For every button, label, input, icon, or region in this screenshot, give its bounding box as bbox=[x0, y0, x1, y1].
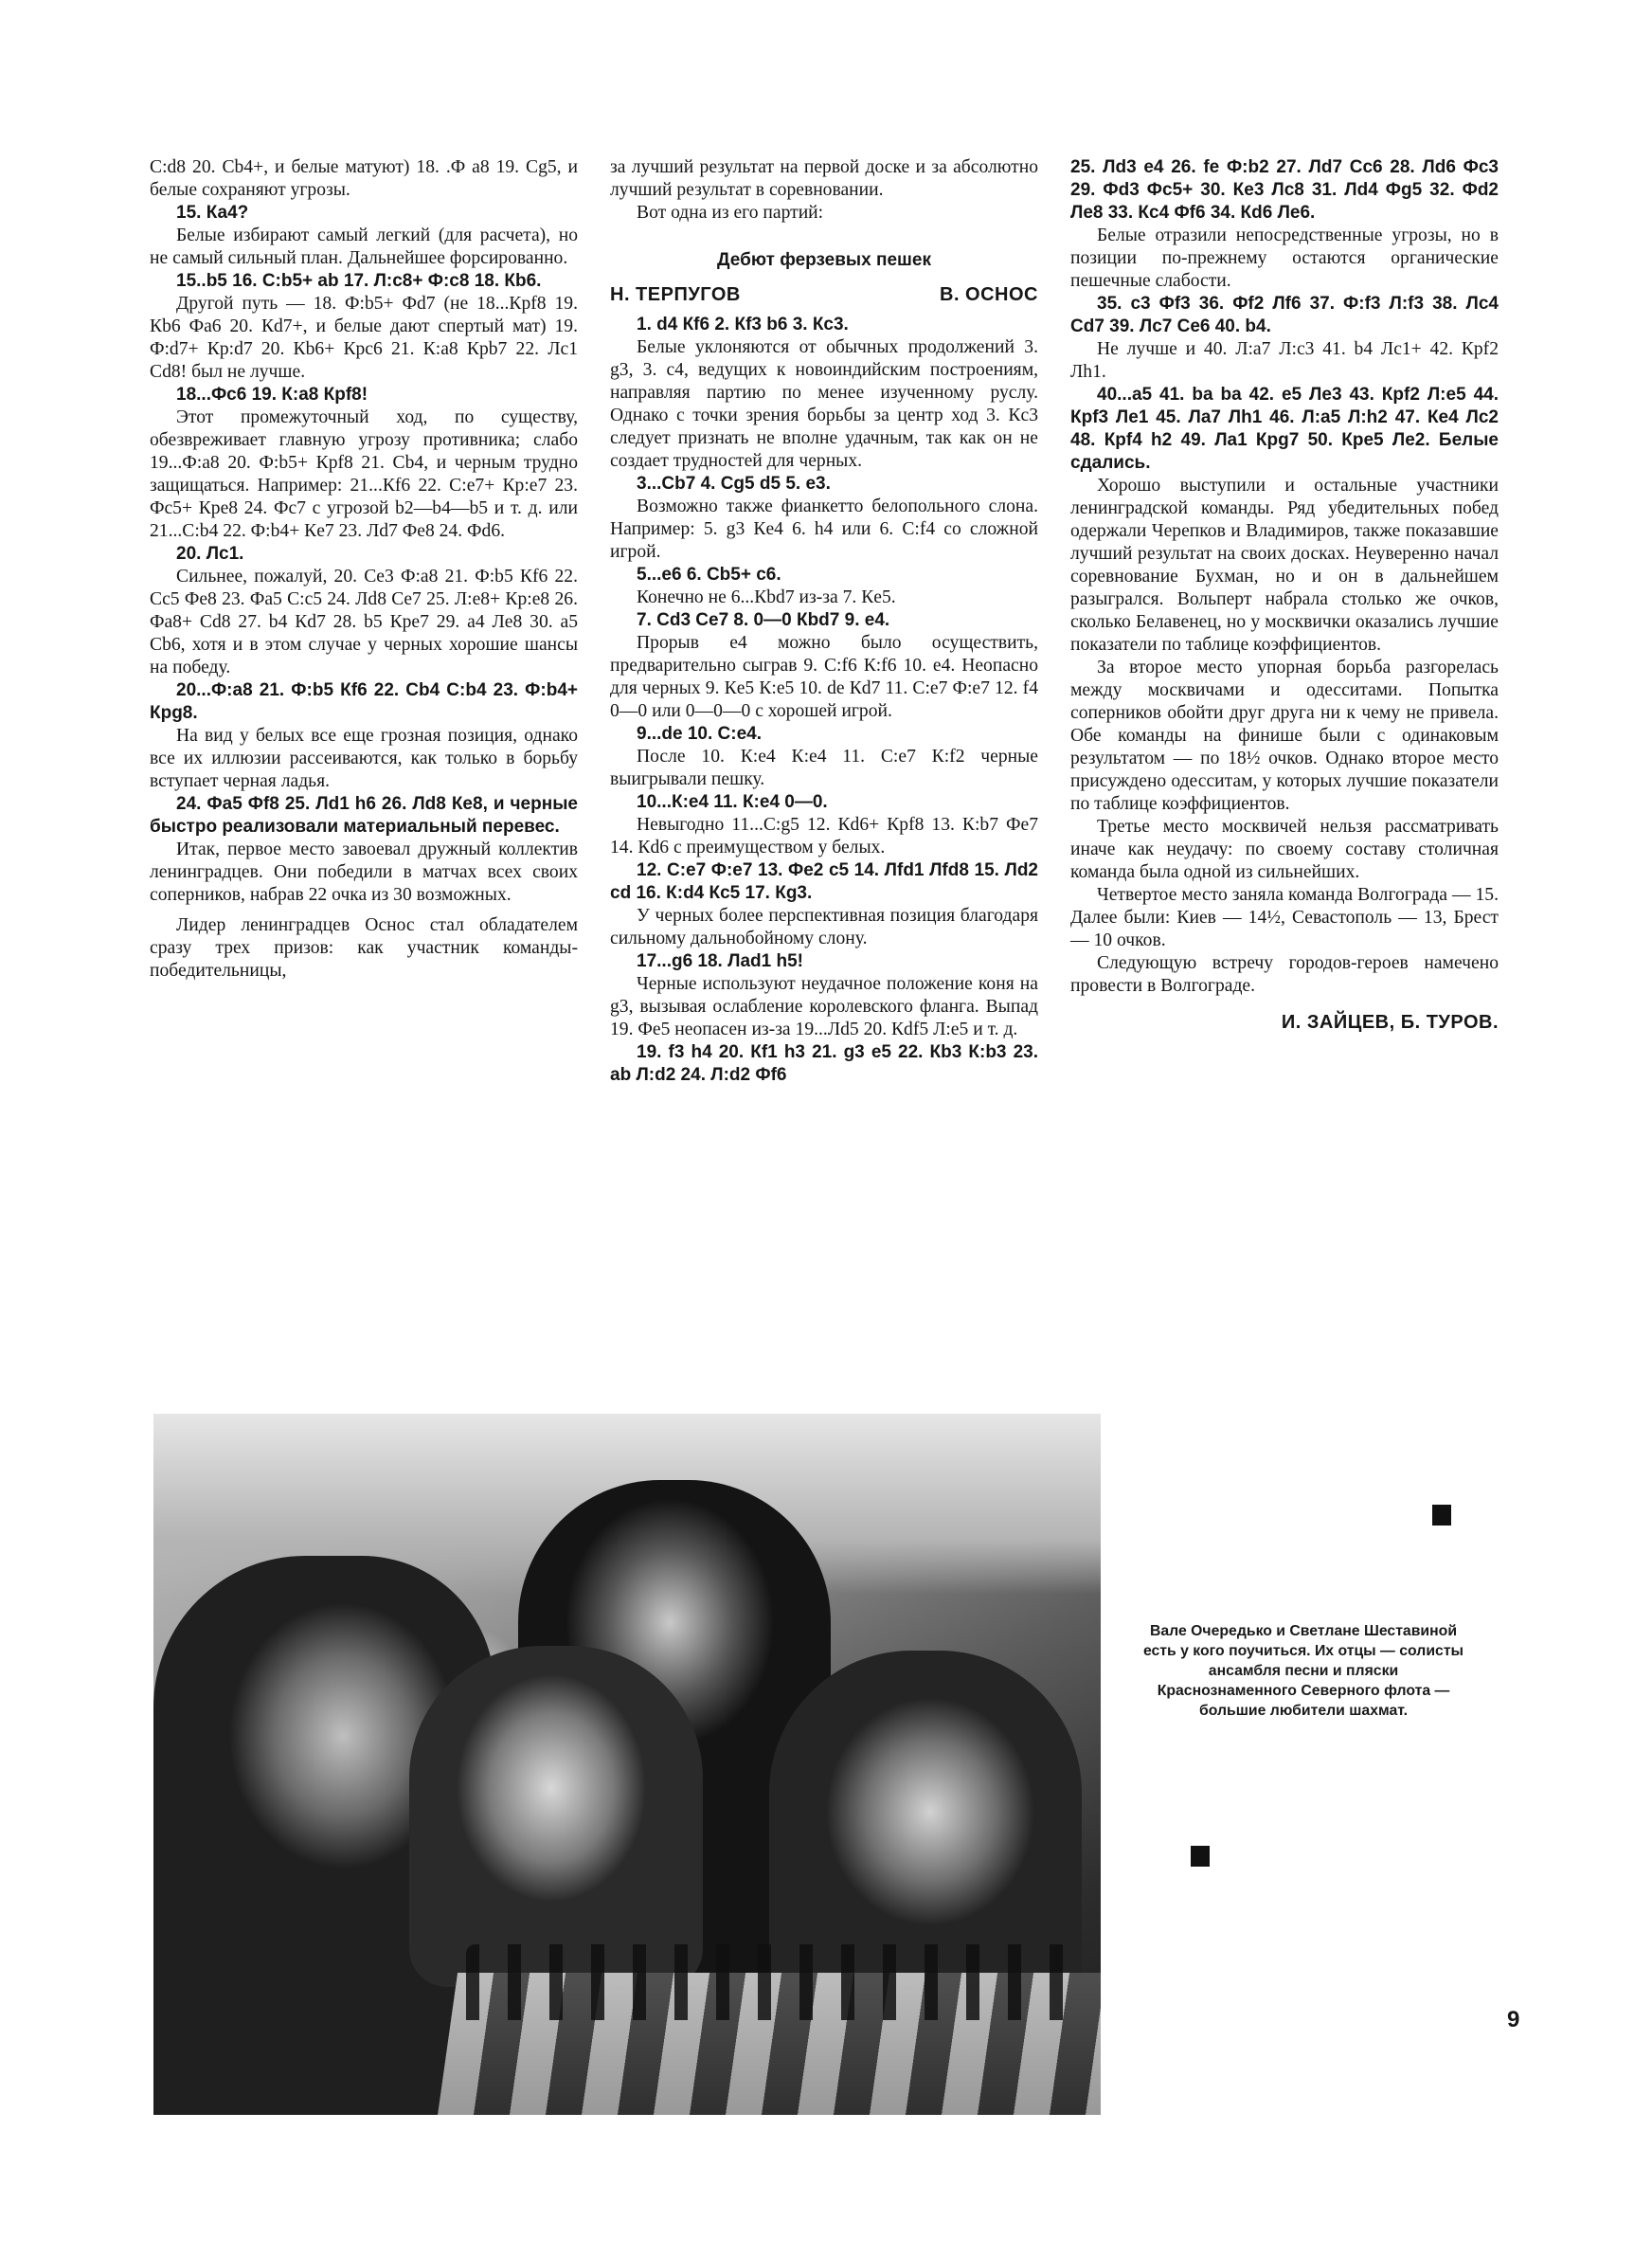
paragraph: Хорошо выступили и остальные участники ленинградской команды. Ряд убедительных побед одержали Черепков и Владимиров, также показавшие лучший результат на своих досках. Неуверенно начал соревнование Бухман, но и он в дальнейшем разыгрался. Вольперт набрала столько же очков, сколько Белавенец, но у москвички оказались лучшие показатели по таблице коэффициентов. bbox=[1070, 476, 1499, 655]
paragraph: Итак, первое место завоевал дружный коллектив ленинградцев. Они победили в матчах всех своих соперников, набрав 22 очка из 30 возможных. bbox=[150, 840, 578, 905]
paragraph: Сильнее, пожалуй, 20. Ce3 Ф:a8 21. Ф:b5 Кf6 22. Cc5 Фe8 23. Фa5 C:c5 24. Лd8 Ce7 25. Л:e8+ Кр:e8 26. Фa8+ Cd8 27. b4 Кd7 28. b5 Крe7 29. a4 Лe8 30. a5 Cb6, хотя и в этом случае у черных хорошие шансы на победу. bbox=[150, 567, 578, 677]
paragraph: Четвертое место заняла команда Волгограда — 15. Далее были: Киев — 14½, Севастополь — 13, Брест — 10 очков. bbox=[1070, 885, 1499, 950]
square-marker-icon bbox=[1432, 1505, 1451, 1526]
paragraph: Возможно также фианкетто белопольного слона. Например: 5. g3 Кe4 6. h4 или 6. C:f4 со сложной игрой. bbox=[610, 497, 1038, 562]
authors-signature: И. ЗАЙЦЕВ, Б. ТУРОВ. bbox=[1281, 1012, 1499, 1033]
move-line: 19. f3 h4 20. Кf1 h3 21. g3 e5 22. Кb3 К:b3 23. ab Л:d2 24. Л:d2 Фf6 bbox=[610, 1042, 1038, 1085]
move-line: 24. Фa5 Фf8 25. Лd1 h6 26. Лd8 Кe8, и черные быстро реализовали материальный перевес. bbox=[150, 794, 578, 837]
move-line: 18...Фc6 19. К:a8 Крf8! bbox=[176, 385, 368, 405]
paragraph: C:d8 20. Cb4+, и белые матуют) 18. .Ф a8 19. Cg5, и белые сохраняют угрозы. bbox=[150, 157, 578, 200]
opening-heading: Дебют ферзевых пешек bbox=[717, 250, 931, 270]
paragraph: Не лучше и 40. Л:a7 Л:c3 41. b4 Лc1+ 42. Крf2 Лh1. bbox=[1070, 339, 1499, 382]
paragraph: После 10. К:e4 К:e4 11. C:e7 К:f2 черные выигрывали пешку. bbox=[610, 747, 1038, 789]
paragraph: Следующую встречу городов-героев намечено провести в Волгограде. bbox=[1070, 953, 1499, 996]
move-line: 1. d4 Кf6 2. Кf3 b6 3. Кc3. bbox=[637, 315, 849, 334]
paragraph: На вид у белых все еще грозная позиция, однако все их иллюзии рассеиваются, как только в борьбу вступает черная ладья. bbox=[150, 726, 578, 791]
photo-boy bbox=[409, 1646, 703, 1987]
paragraph: За второе место упорная борьба разгорелась между москвичами и одесситами. Попытка соперников обойти друг друга ни к чему не привела. Обе команды на финише были с одинаковым результатом — по 18½ очков. Однако второе место присуждено одесситам, у которых лучшие показатели по таблице коэффициентов. bbox=[1070, 658, 1499, 814]
move-line: 5...e6 6. Cb5+ c6. bbox=[637, 565, 781, 585]
paragraph: Лидер ленинградцев Оснос стал обладателем сразу трех призов: как участник команды-победительницы, bbox=[150, 915, 578, 981]
game-players bbox=[610, 283, 1038, 306]
move-line: 40...a5 41. ba ba 42. e5 Лe3 43. Крf2 Л:e5 44. Крf3 Лe1 45. Лa7 Лh1 46. Л:a5 Л:h2 47. Кe4 Лc2 48. Крf4 h2 49. Лa1 Крg7 50. Крe5 Лe2. Белые сдались. bbox=[1070, 385, 1499, 473]
move-line: 17...g6 18. Лad1 h5! bbox=[637, 951, 803, 971]
move-line: 25. Лd3 e4 26. fe Ф:b2 27. Лd7 Cc6 28. Лd6 Фc3 29. Фd3 Фc5+ 30. Кe3 Лc8 31. Лd4 Фg5 32. Фd2 Лe8 33. Кc4 Фf6 34. Кd6 Лe6. bbox=[1070, 157, 1499, 223]
move-line: 20...Ф:a8 21. Ф:b5 Кf6 22. Cb4 C:b4 23. Ф:b4+ Кpg8. bbox=[150, 680, 578, 723]
paragraph: Черные используют неудачное положение коня на g3, вызывая ослабление королевского фланга. Выпад 19. Фe5 неопасен из-за 19...Лd5 20. Кdf5 Л:e5 и т. д. bbox=[610, 974, 1038, 1039]
paragraph: Этот промежуточный ход, по существу, обезвреживает главную угрозу противника; слабо 19...Ф:a8 20. Ф:b5+ Крf8 21. Cb4, и черным трудно защищаться. Например: 21...Кf6 22. C:e7+ Кр:e7 23. Фc5+ Крe8 24. Фc7 с угрозой b2—b4—b5 и т. д. или 21...C:b4 22. Ф:b4+ Кe7 23. Лd7 Фe8 24. Фd6. bbox=[150, 407, 578, 541]
paragraph: У черных более перспективная позиция благодаря сильному дальнобойному слону. bbox=[610, 906, 1038, 948]
move-line: 9...de 10. C:e4. bbox=[637, 724, 763, 744]
text-column-1 bbox=[150, 156, 578, 983]
text-column-3 bbox=[1070, 156, 1499, 1034]
paragraph: Прорыв e4 можно было осуществить, предварительно сыграв 9. C:f6 К:f6 10. e4. Неопасно для черных 9. Кe5 К:e5 10. de Кd7 11. C:e7 Ф:e7 12. f4 0—0 или 0—0—0 с хорошей игрой. bbox=[610, 633, 1038, 721]
move-line: 20. Лc1. bbox=[176, 544, 244, 564]
page-number: 9 bbox=[1507, 2007, 1520, 2032]
photo-chess-pieces bbox=[466, 1944, 1072, 2020]
paragraph: за лучший результат на первой доске и за абсолютно лучший результат в соревновании. bbox=[610, 157, 1038, 200]
paragraph: Вот одна из его партий: bbox=[637, 203, 824, 223]
move-line: 15. Ка4? bbox=[176, 203, 249, 223]
move-line: 12. C:e7 Ф:e7 13. Фe2 c5 14. Лfd1 Лfd8 15. Лd2 cd 16. К:d4 Кc5 17. Кg3. bbox=[610, 860, 1038, 903]
paragraph: Белые уклоняются от обычных продолжений 3. g3, 3. c4, ведущих к новоиндийским построениям, направляя партию по менее изученному руслу. Однако с точки зрения борьбы за центр ход 3. Кc3 следует признать не вполне удачным, так как он не создает трудностей для черных. bbox=[610, 337, 1038, 471]
square-marker-icon bbox=[1191, 1846, 1210, 1867]
move-line: 7. Cd3 Ce7 8. 0—0 Кbd7 9. e4. bbox=[637, 610, 890, 630]
paragraph: Белые избирают самый легкий (для расчета), но не самый сильный план. Дальнейшее форсированно. bbox=[150, 226, 578, 268]
white-player: Н. ТЕРПУГОВ bbox=[610, 284, 741, 305]
paragraph: Конечно не 6...Кbd7 из-за 7. Кe5. bbox=[637, 587, 896, 607]
move-line: 10...К:e4 11. К:e4 0—0. bbox=[637, 792, 828, 812]
move-line: 15..b5 16. C:b5+ ab 17. Л:c8+ Ф:c8 18. Кb6. bbox=[176, 271, 542, 291]
paragraph: Невыгодно 11...C:g5 12. Кd6+ Крf8 13. К:b7 Фe7 14. Кd6 с преимуществом у белых. bbox=[610, 815, 1038, 858]
move-line: 35. c3 Фf3 36. Фf2 Лf6 37. Ф:f3 Л:f3 38. Лc4 Cd7 39. Лc7 Ce6 40. b4. bbox=[1070, 294, 1499, 336]
chess-players-photo bbox=[153, 1414, 1101, 2115]
black-player: В. ОСНОС bbox=[940, 284, 1038, 305]
move-line: 3...Cb7 4. Cg5 d5 5. e3. bbox=[637, 474, 831, 494]
paragraph: Белые отразили непосредственные угрозы, но в позиции по-прежнему остаются органические пешечные слабости. bbox=[1070, 226, 1499, 291]
paragraph: Другой путь — 18. Ф:b5+ Фd7 (не 18...Крf8 19. Кb6 Фa6 20. Кd7+, и белые дают спертый мат) 19. Ф:d7+ Кр:d7 20. Кb6+ Крc6 21. К:a8 Крb7 22. Лc1 Cd8! был не лучше. bbox=[150, 294, 578, 382]
paragraph: Третье место москвичей нельзя рассматривать иначе как неудачу: по своему составу столичная команда была одной из сильнейших. bbox=[1070, 817, 1499, 882]
text-column-2 bbox=[610, 156, 1038, 1087]
photo-caption: Вале Очередько и Светлане Шеставиной есть у кого поучиться. Их отцы — солисты ансамбля песни и пляски Краснознаменного Северного флота — большие любители шахмат. bbox=[1142, 1623, 1464, 1719]
